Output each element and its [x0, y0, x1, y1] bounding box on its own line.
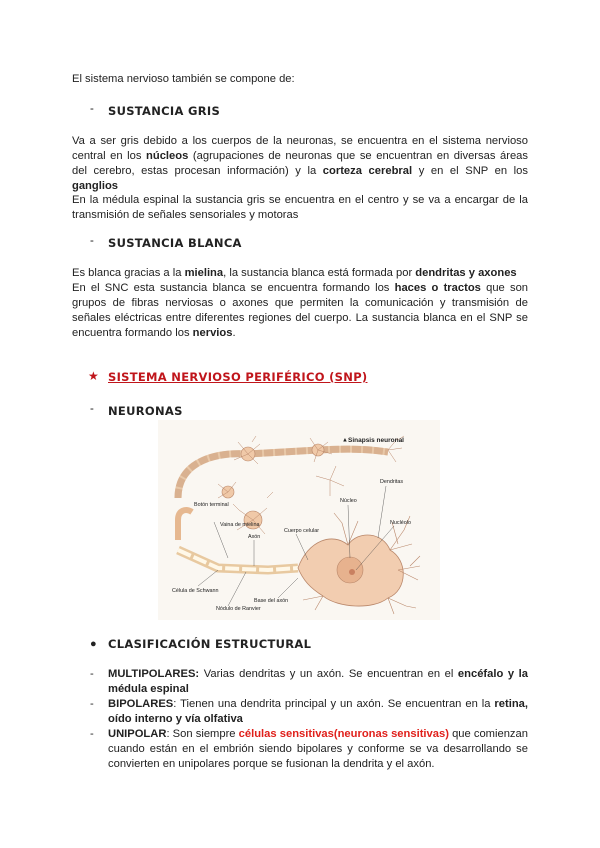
label-sinapsis: Sinapsis neuronal	[348, 437, 404, 444]
list-dash: -	[90, 668, 94, 680]
text-run: : Son siempre	[166, 728, 239, 740]
label-boton-terminal	[194, 502, 229, 508]
neuron-illustration	[158, 420, 440, 620]
text-run: Va a ser gris debido a los cuerpos de la neuronas, se encuentra en el sistema nervioso central en los	[72, 135, 528, 162]
text-run: y en el SNP en los	[412, 165, 528, 177]
dash-bullet: -	[90, 103, 94, 115]
bold-text: mielina	[184, 267, 224, 279]
text-run: .	[232, 327, 236, 339]
text-run: que son grupos de fibras nerviosas o axones que permiten la comunicación y transmisión de señales eléctricas entre diferentes regiones del cuerpo. La sustancia blanca en el SNP se encuentra formando los	[72, 282, 529, 339]
text-run: (agrupaciones de neuronas que se encuentran en diversas áreas del cerebro, estas procesan información) y la	[72, 150, 528, 177]
text-run: que comienzan cuando están en el embrión siendo bipolares y conforme se va desarrollando se convierten en unipolares porque se fusionan la dendrita y el axón.	[108, 728, 528, 770]
text-run: Es blanca gracias a la	[72, 267, 185, 279]
label-cuerpo: Cuerpo celular	[284, 528, 320, 534]
bold-text: encéfalo y la médula espinal	[108, 668, 528, 695]
label-boton: Botón terminal	[194, 502, 229, 508]
label-vaina: Vaina de mielina	[220, 522, 260, 528]
heading-clasificacion: CLASIFICACIÓN ESTRUCTURAL	[108, 637, 312, 651]
label-axon: Axón	[248, 534, 261, 540]
bold-text: núcleos	[146, 150, 189, 162]
bold-text: dendritas y axones	[415, 267, 517, 279]
bullet-dot: ●	[90, 638, 97, 650]
dash-bullet: -	[90, 235, 94, 247]
arrow-up-icon: ▲	[342, 437, 348, 444]
bold-text: nervios	[192, 327, 233, 339]
list-item-unipolar	[108, 727, 528, 772]
heading-sustancia-blanca: SUSTANCIA BLANCA	[108, 236, 242, 250]
bold-text: BIPOLARES	[108, 698, 174, 710]
heading-snp: SISTEMA NERVIOSO PERIFÉRICO (SNP)	[108, 370, 368, 384]
text-run: Varias dendritas y un axón. Se encuentran en el	[199, 668, 458, 680]
list-item-bipolares	[108, 697, 528, 727]
label-nucleolo: Nucléolo	[390, 520, 411, 526]
text-run: : Tienen una dendrita principal y un axón. Se encuentran en la	[173, 698, 495, 710]
intro-text: El sistema nervioso también se compone de:	[72, 73, 295, 85]
label-celula-schwann: Célula de Schwann	[172, 588, 219, 594]
gris-paragraph-2: En la médula espinal la sustancia gris se encuentra en el centro y se va a encargar de la transmisión de señales sensoriales y motoras	[72, 194, 528, 221]
text-run: En el SNC esta sustancia blanca se encuentra formando los	[72, 282, 395, 294]
heading-sustancia-gris: SUSTANCIA GRIS	[108, 104, 221, 118]
list-dash: -	[90, 698, 94, 710]
text-run: , la sustancia blanca está formada por	[223, 267, 416, 279]
blanca-paragraph-2	[72, 281, 528, 341]
bold-text: corteza cerebral	[322, 165, 413, 177]
label-nodulo: Nódulo de Ranvier	[216, 606, 261, 612]
bold-text: ganglios	[72, 180, 118, 192]
neuron-diagram	[158, 420, 440, 620]
gris-paragraph-1	[72, 134, 528, 194]
list-dash: -	[90, 728, 94, 740]
label-nucleo: Núcleo	[340, 498, 357, 504]
blanca-paragraph-1	[72, 266, 528, 281]
bold-text: haces o tractos	[394, 282, 481, 294]
bold-text: retina, oído interno y vía olfativa	[108, 698, 528, 725]
bold-text: UNIPOLAR	[108, 728, 167, 740]
star-icon: ★	[88, 369, 99, 383]
label-base-axon: Base del axón	[254, 598, 289, 604]
bold-text: MULTIPOLARES:	[108, 668, 200, 680]
label-dendritas: Dendritas	[380, 479, 404, 485]
heading-neuronas: NEURONAS	[108, 404, 183, 418]
highlight-text: células sensitivas(neuronas sensitivas)	[238, 728, 449, 740]
dash-bullet: -	[90, 403, 94, 415]
nucleolus	[349, 569, 355, 575]
list-item-multipolares	[108, 667, 528, 697]
